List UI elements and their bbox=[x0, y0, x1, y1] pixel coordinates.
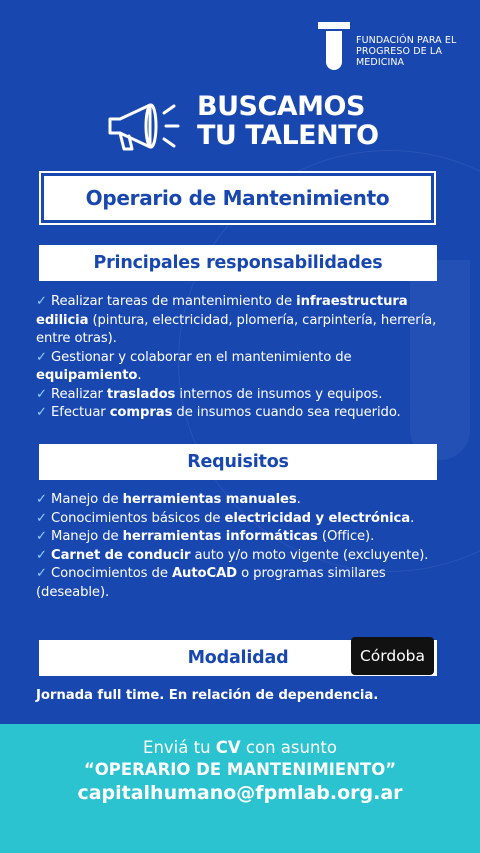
check-icon: ✓ bbox=[36, 566, 47, 581]
item-text-end: . bbox=[137, 368, 142, 383]
requirements-header bbox=[39, 444, 437, 480]
item-text-end: o programas similares (deseable). bbox=[36, 566, 386, 600]
footer-cv: CV bbox=[215, 738, 241, 757]
responsibilities-title: Principales responsabilidades bbox=[93, 253, 383, 273]
list-item bbox=[36, 349, 456, 386]
responsibilities-header bbox=[39, 245, 437, 281]
item-text: Conocimientos básicos de bbox=[51, 510, 225, 526]
item-highlight: herramientas manuales bbox=[122, 492, 297, 507]
item-text: Gestionar y colaborar en el mantenimiento de bbox=[51, 349, 352, 365]
foundation-logo bbox=[318, 22, 456, 76]
item-highlight: Carnet de conducir bbox=[51, 547, 191, 563]
list-item bbox=[36, 404, 456, 423]
footer-prefix: Enviá tu bbox=[143, 738, 216, 757]
item-highlight: electricidad y electrónica bbox=[224, 510, 411, 526]
item-highlight: traslados bbox=[106, 386, 176, 402]
check-icon: ✓ bbox=[36, 405, 47, 420]
item-text-end: internos de insumos y equipos. bbox=[175, 386, 383, 402]
list-item bbox=[36, 293, 456, 349]
responsibilities-list bbox=[36, 293, 456, 423]
list-item bbox=[36, 547, 456, 566]
megaphone-icon bbox=[104, 97, 182, 161]
item-text: Manejo de bbox=[51, 492, 123, 507]
footer-suffix: con asunto bbox=[240, 738, 337, 757]
check-icon: ✓ bbox=[36, 529, 47, 544]
item-highlight: compras bbox=[109, 405, 173, 420]
item-text: Realizar tareas de mantenimiento de bbox=[51, 294, 297, 309]
item-highlight: equipamiento bbox=[36, 368, 138, 383]
modality-details: Jornada full time. En relación de dependencia. bbox=[36, 688, 379, 703]
check-icon: ✓ bbox=[36, 349, 47, 365]
item-text: Realizar bbox=[51, 386, 107, 402]
item-text-end: (Office). bbox=[317, 529, 375, 544]
check-icon: ✓ bbox=[36, 510, 47, 526]
item-text: Conocimientos de bbox=[51, 566, 172, 581]
job-title: Operario de Mantenimiento bbox=[85, 186, 390, 210]
headline-line-1: BUSCAMOS bbox=[197, 91, 365, 122]
foundation-name bbox=[356, 35, 456, 68]
item-text-end: . bbox=[410, 510, 415, 526]
check-icon: ✓ bbox=[36, 547, 47, 563]
logo-line-3: MEDICINA bbox=[356, 57, 405, 68]
job-title-box bbox=[41, 173, 434, 223]
city-badge: Córdoba bbox=[351, 637, 434, 675]
check-icon: ✓ bbox=[36, 294, 47, 309]
item-text-end: . bbox=[296, 492, 301, 507]
item-text-end: de insumos cuando sea requerido. bbox=[172, 405, 401, 420]
item-highlight: infraestructura edilicia bbox=[36, 294, 408, 328]
item-highlight: AutoCAD bbox=[171, 566, 238, 581]
logo-line-1: FUNDACIÓN PARA EL bbox=[356, 35, 457, 46]
requirements-list bbox=[36, 491, 456, 602]
list-item bbox=[36, 491, 456, 510]
check-icon: ✓ bbox=[36, 492, 47, 507]
contact-email[interactable]: capitalhumano@fpmlab.org.ar bbox=[77, 782, 403, 804]
footer-subject: “OPERARIO DE MANTENIMIENTO” bbox=[83, 760, 397, 779]
logo-line-2: PROGRESO DE LA bbox=[356, 46, 443, 57]
item-text-end: auto y/o moto vigente (excluyente). bbox=[190, 547, 429, 563]
test-tube-icon bbox=[318, 22, 350, 76]
item-text-end: (pintura, electricidad, plomería, carpintería, herrería, entre otras). bbox=[36, 312, 437, 346]
list-item bbox=[36, 386, 456, 405]
headline bbox=[197, 92, 379, 150]
list-item bbox=[36, 565, 456, 602]
check-icon: ✓ bbox=[36, 386, 47, 402]
list-item bbox=[36, 528, 456, 547]
item-highlight: herramientas informáticas bbox=[122, 529, 318, 544]
modality-title: Modalidad bbox=[187, 648, 289, 668]
footer-instruction bbox=[0, 738, 480, 757]
item-text: Efectuar bbox=[51, 405, 110, 420]
headline-line-2: TU TALENTO bbox=[197, 120, 379, 151]
requirements-title: Requisitos bbox=[187, 452, 289, 472]
item-text: Manejo de bbox=[51, 529, 123, 544]
list-item bbox=[36, 510, 456, 529]
